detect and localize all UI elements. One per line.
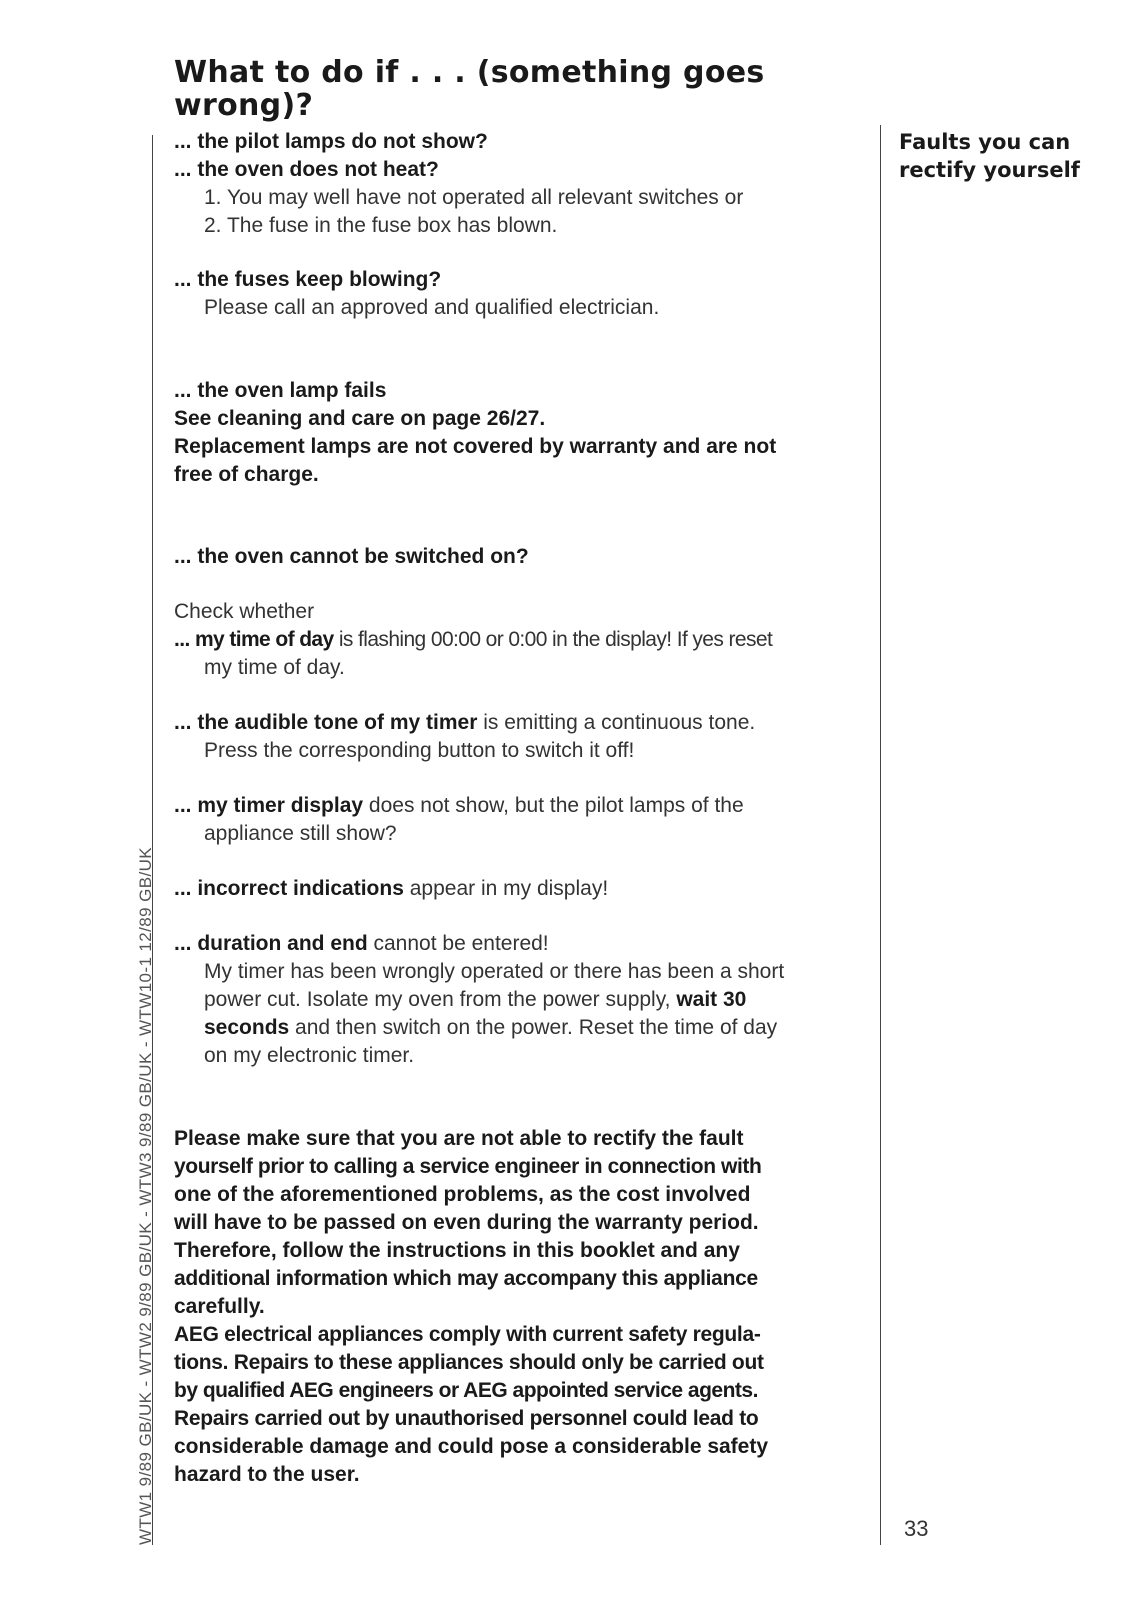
notice-line: AEG electrical appliances comply with current safety regula- bbox=[174, 1323, 761, 1346]
check-bold-text: seconds bbox=[204, 1016, 290, 1039]
check-bold-text: incorrect indications bbox=[197, 877, 404, 900]
check-time-of-day bbox=[174, 626, 772, 682]
right-margin-rule bbox=[880, 125, 881, 1545]
question-pilot-lamps: ... the pilot lamps do not show? bbox=[174, 130, 488, 153]
answer-electrician: Please call an approved and qualified electrician. bbox=[204, 296, 660, 319]
notice-line: Therefore, follow the instructions in this booklet and any bbox=[174, 1239, 740, 1262]
check-duration-end bbox=[174, 930, 784, 1070]
check-text-continued: on my electronic timer. bbox=[204, 1044, 415, 1067]
notice-line: Repairs carried out by unauthorised personnel could lead to bbox=[174, 1407, 759, 1430]
check-dots: ... bbox=[174, 711, 198, 734]
check-audible-tone bbox=[174, 709, 755, 765]
check-text: is emitting a continuous tone. bbox=[477, 711, 756, 734]
check-text: cannot be entered! bbox=[367, 932, 549, 955]
check-text-continued: appliance still show? bbox=[204, 822, 397, 845]
check-incorrect-indications bbox=[174, 875, 608, 903]
notice-line: additional information which may accompany this appliance bbox=[174, 1267, 758, 1290]
check-dots: ... bbox=[174, 932, 198, 955]
section-pilot-lamps bbox=[174, 128, 743, 240]
notice-line: one of the aforementioned problems, as the cost involved bbox=[174, 1183, 751, 1206]
check-bold-text: my timer display bbox=[197, 794, 364, 817]
lamp-warranty-note-end: free of charge. bbox=[174, 463, 319, 486]
side-heading: Faults you can rectify yourself bbox=[899, 130, 1080, 182]
notice-line: Please make sure that you are not able to rectify the fault bbox=[174, 1127, 744, 1150]
check-text: appear in my display! bbox=[403, 877, 609, 900]
vertical-document-code: WTW1 9/89 GB/UK - WTW2 9/89 GB/UK - WTW3 9/89 GB/UK - WTW10-1 12/89 GB/UK bbox=[136, 846, 155, 1545]
check-text-continued: my time of day. bbox=[204, 656, 345, 679]
check-dots: ... bbox=[174, 628, 195, 651]
page-number: 33 bbox=[904, 1516, 929, 1541]
check-text-continued: My timer has been wrongly operated or there has been a short bbox=[204, 960, 785, 983]
check-text: is flashing 00:00 or 0:00 in the display! If yes reset bbox=[333, 628, 773, 651]
notice-line: will have to be passed on even during the warranty period. bbox=[174, 1211, 759, 1234]
notice-line: considerable damage and could pose a considerable safety bbox=[174, 1435, 769, 1458]
check-dots: ... bbox=[174, 794, 198, 817]
check-whether-label: Check whether bbox=[174, 600, 315, 623]
check-bold-text: the audible tone of my timer bbox=[197, 711, 478, 734]
question-oven-not-heat: ... the oven does not heat? bbox=[174, 158, 439, 181]
check-dots: ... bbox=[174, 877, 198, 900]
check-bold-text: wait 30 bbox=[676, 988, 747, 1011]
question-cannot-switch-on: ... the oven cannot be switched on? bbox=[174, 545, 529, 568]
answer-switches: 1. You may well have not operated all relevant switches or bbox=[204, 186, 744, 209]
section-fuses bbox=[174, 266, 659, 322]
lamp-page-reference: See cleaning and care on page 26/27. bbox=[174, 407, 546, 430]
question-oven-lamp: ... the oven lamp fails bbox=[174, 379, 387, 402]
lamp-warranty-note: Replacement lamps are not covered by warranty and are not bbox=[174, 435, 777, 458]
page-title: What to do if . . . (something goes wrong)? bbox=[174, 55, 765, 123]
notice-line: hazard to the user. bbox=[174, 1463, 360, 1486]
section-oven-lamp bbox=[174, 377, 776, 489]
question-fuses-blowing: ... the fuses keep blowing? bbox=[174, 268, 442, 291]
service-notice bbox=[174, 1125, 864, 1489]
answer-fuse: 2. The fuse in the fuse box has blown. bbox=[204, 214, 558, 237]
notice-line: by qualified AEG engineers or AEG appointed service agents. bbox=[174, 1379, 758, 1402]
check-text-continued: power cut. Isolate my oven from the power supply, bbox=[204, 988, 677, 1011]
check-bold-text: duration and end bbox=[197, 932, 368, 955]
check-text-continued: and then switch on the power. Reset the time of day bbox=[289, 1016, 778, 1039]
check-text-continued: Press the corresponding button to switch it off! bbox=[204, 739, 635, 762]
notice-line: yourself prior to calling a service engineer in connection with bbox=[174, 1155, 762, 1178]
check-bold-text: my time of day bbox=[194, 628, 334, 651]
check-timer-display bbox=[174, 792, 744, 848]
notice-line: carefully. bbox=[174, 1295, 265, 1318]
check-text: does not show, but the pilot lamps of the bbox=[363, 794, 744, 817]
notice-line: tions. Repairs to these appliances should only be carried out bbox=[174, 1351, 764, 1374]
